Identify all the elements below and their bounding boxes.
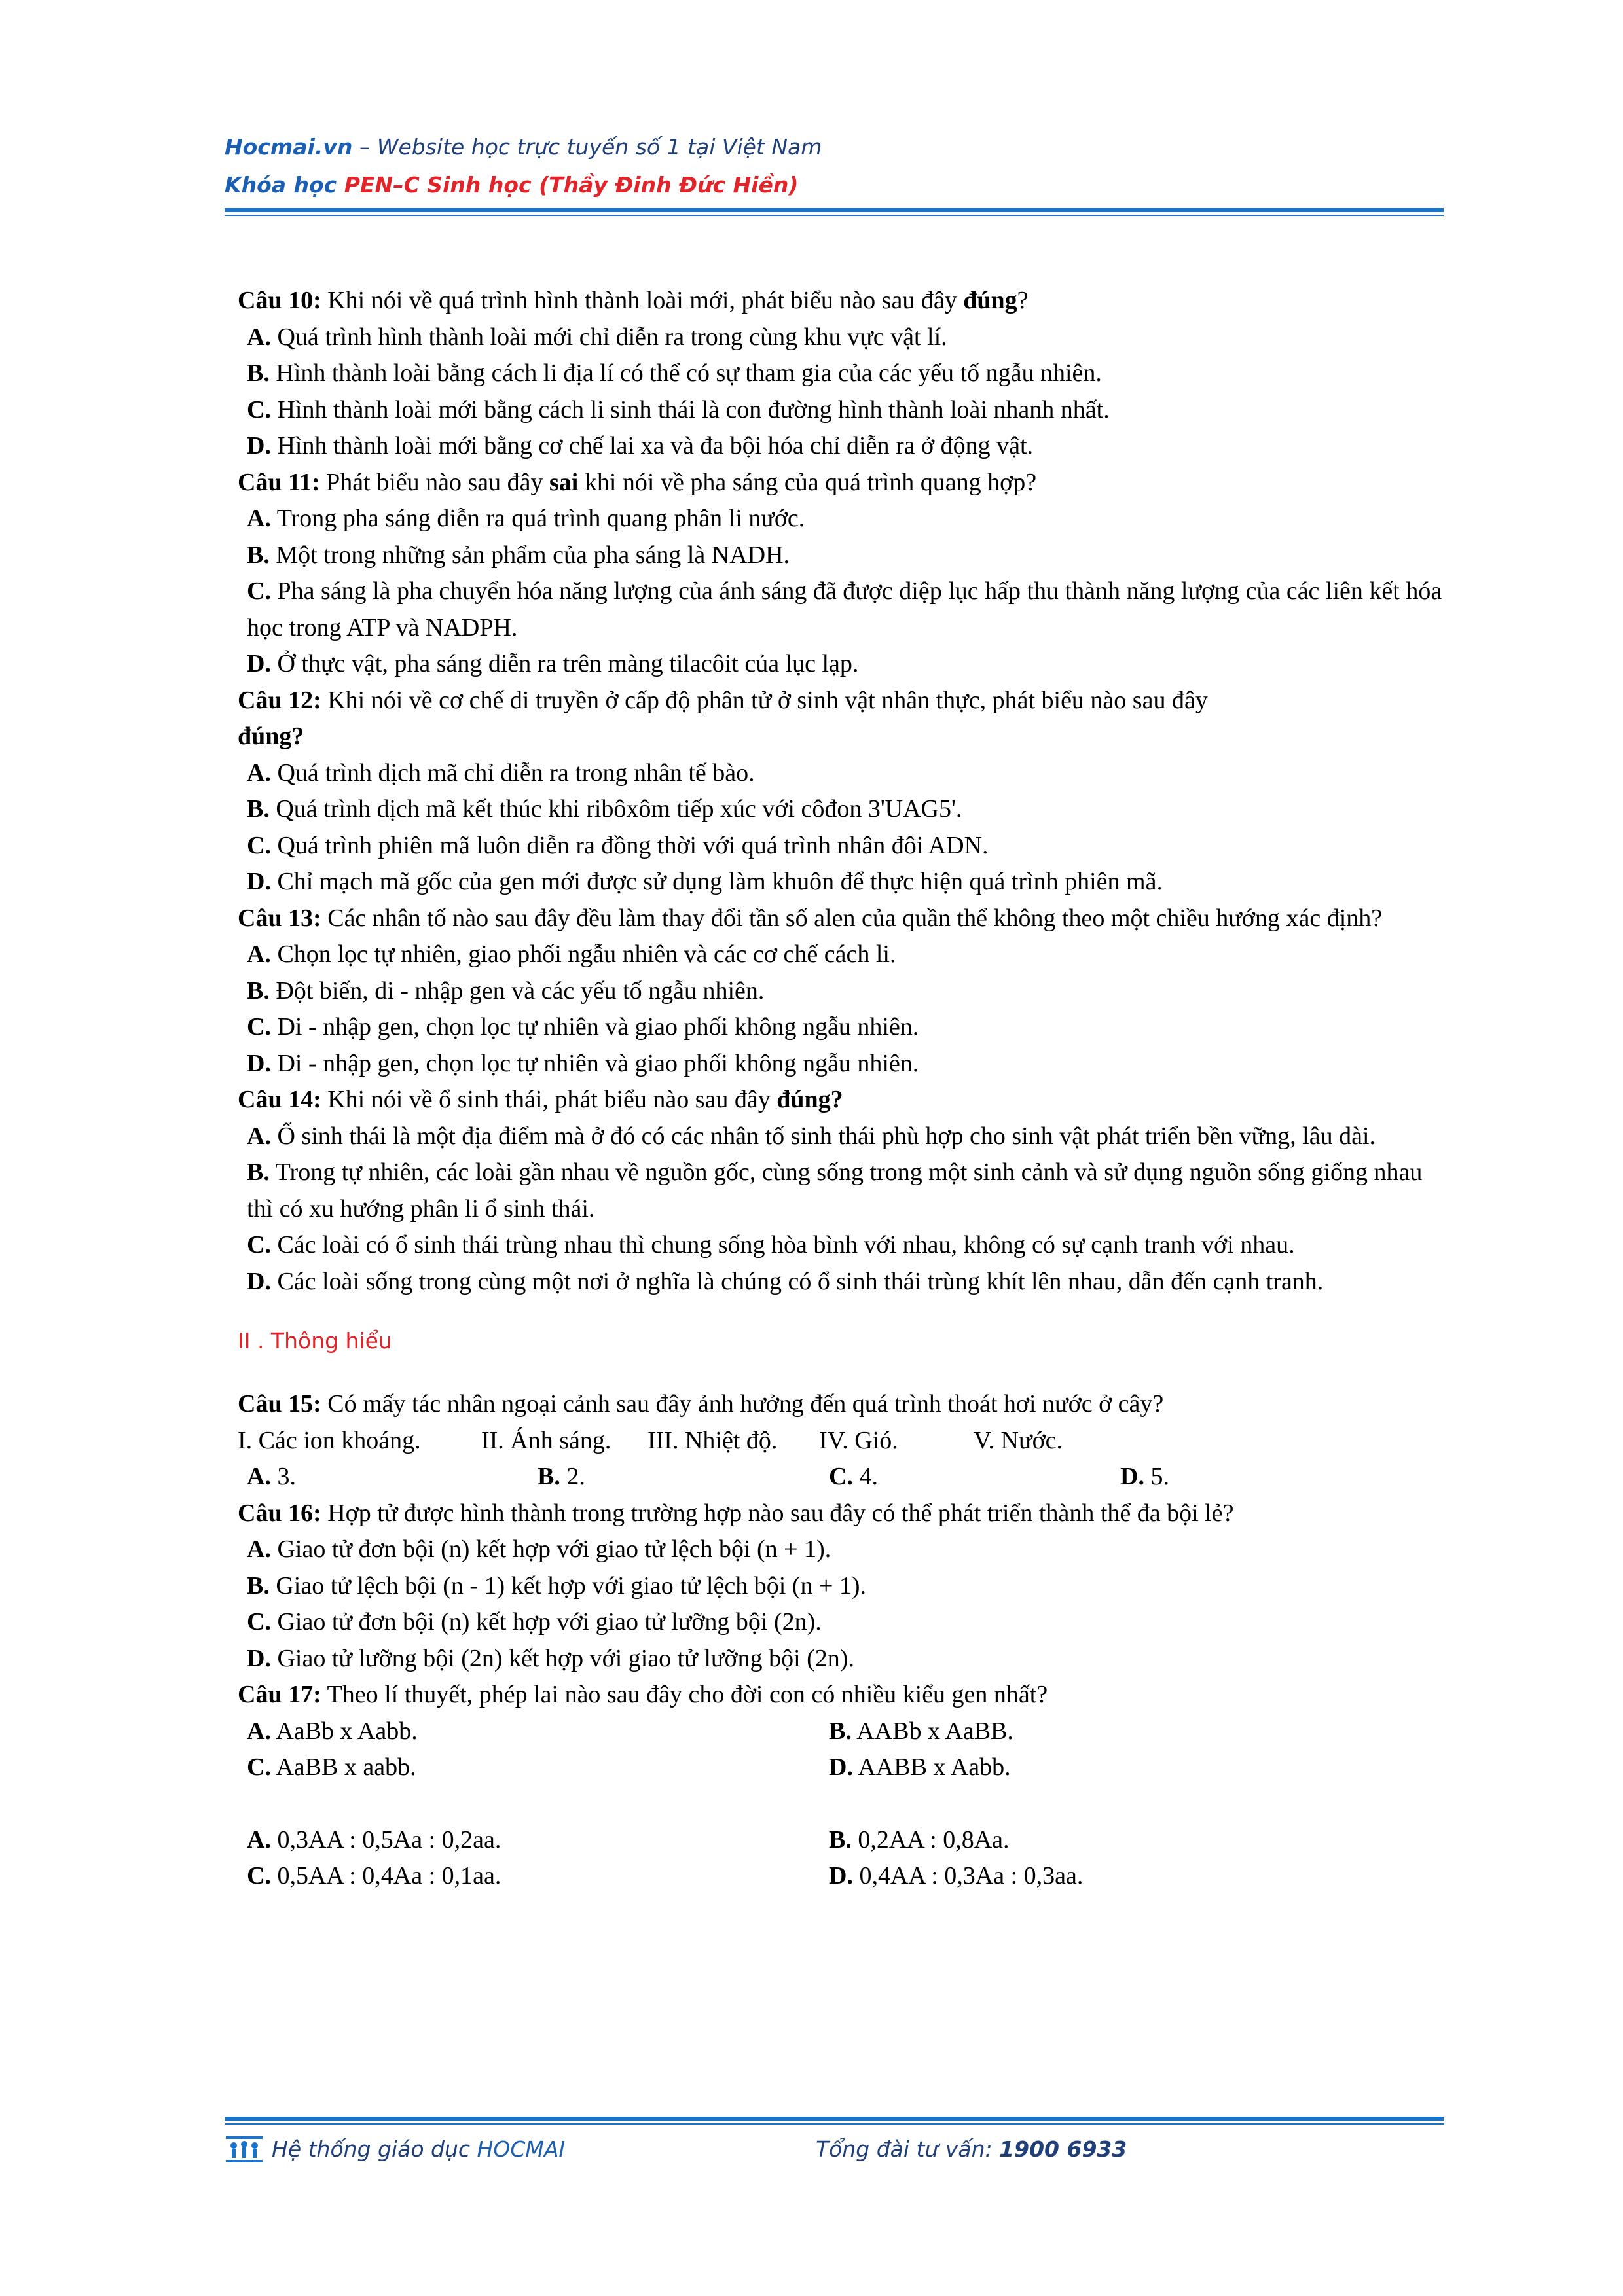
page-header xyxy=(225,128,1442,204)
answer-row xyxy=(238,1459,1442,1496)
option-b: B. Đột biến, di - nhập gen và các yếu tố ngẫu nhiên. xyxy=(247,977,765,1005)
header-site-line xyxy=(225,128,1442,166)
factor-item: I. Các ion khoáng. xyxy=(238,1426,421,1454)
question-label: Câu 17: xyxy=(238,1681,321,1708)
option-b: B. Hình thành loài bằng cách li địa lí có thể có sự tham gia của các yếu tố ngẫu nhiên. xyxy=(247,359,1102,387)
factor-item: II. Ánh sáng. xyxy=(481,1426,611,1454)
option-c: C. AaBB x aabb. xyxy=(247,1753,416,1781)
option-c: C. Giao tử đơn bội (n) kết hợp với giao tử lưỡng bội (2n). xyxy=(247,1608,822,1636)
answer-row xyxy=(238,1822,1442,1859)
factor-list xyxy=(238,1423,1442,1460)
footer-left: Hệ thống giáo dục HOCMAI xyxy=(272,2136,566,2162)
question-13: Câu 13: Các nhân tố nào sau đây đều làm thay đổi tần số alen của quần thể không theo một chiều hướng xác định? xyxy=(238,904,1383,932)
option-d: D. Giao tử lưỡng bội (2n) kết hợp với giao tử lưỡng bội (2n). xyxy=(247,1644,854,1672)
answer-row xyxy=(238,1858,1442,1895)
course-prefix: Khóa học xyxy=(225,172,344,198)
footer-divider xyxy=(225,2117,1444,2121)
question-list xyxy=(238,283,1442,1895)
hotline-number: 1900 6933 xyxy=(999,2136,1127,2162)
option-a: A. Quá trình dịch mã chỉ diễn ra trong nhân tế bào. xyxy=(247,759,755,787)
answer-row xyxy=(238,1713,1442,1750)
option-d: D. Ở thực vật, pha sáng diễn ra trên màng tilacôit của lục lạp. xyxy=(247,650,859,677)
option-a: A. Quá trình hình thành loài mới chỉ diễn ra trong cùng khu vực vật lí. xyxy=(247,323,947,351)
question-17: Câu 17: Theo lí thuyết, phép lai nào sau đây cho đời con có nhiều kiểu gen nhất? xyxy=(238,1681,1048,1708)
factor-item: V. Nước. xyxy=(974,1426,1063,1454)
option-b: B. Trong tự nhiên, các loài gần nhau về nguồn gốc, cùng sống trong một sinh cảnh và sử dụng nguồn sống giống nhau thì có xu hướng phân li ổ sinh thái. xyxy=(247,1158,1423,1223)
question-label: Câu 13: xyxy=(238,904,321,932)
question-label: Câu 12: xyxy=(238,686,321,714)
question-12: Câu 12: Khi nói về cơ chế di truyền ở cấp độ phân tử ở sinh vật nhân thực, phát biểu nào sau đây xyxy=(238,686,1208,714)
course-code: PEN–C xyxy=(344,172,420,198)
question-10: Câu 10: Khi nói về quá trình hình thành loài mới, phát biểu nào sau đây đúng? xyxy=(238,287,1029,314)
option-a: A. Chọn lọc tự nhiên, giao phối ngẫu nhiên và các cơ chế cách li. xyxy=(247,941,896,968)
question-label: Câu 15: xyxy=(238,1390,321,1418)
option-a: A. Giao tử đơn bội (n) kết hợp với giao tử lệch bội (n + 1). xyxy=(247,1535,831,1563)
option-d: D. Các loài sống trong cùng một nơi ở nghĩa là chúng có ổ sinh thái trùng khít lên nhau, dẫn đến cạnh tranh. xyxy=(247,1267,1324,1295)
question-label: Câu 14: xyxy=(238,1086,321,1113)
option-d: D. 0,4AA : 0,3Aa : 0,3aa. xyxy=(829,1862,1084,1890)
section-heading: II . Thông hiểu xyxy=(238,1328,392,1354)
option-d: D. Chỉ mạch mã gốc của gen mới được sử dụng làm khuôn để thực hiện quá trình phiên mã. xyxy=(247,868,1163,895)
option-d: D. 5. xyxy=(1120,1463,1169,1490)
option-c: C. 0,5AA : 0,4Aa : 0,1aa. xyxy=(247,1862,501,1890)
option-a: A. 3. xyxy=(247,1463,296,1490)
course-subject: Sinh học xyxy=(419,172,539,198)
question-16: Câu 16: Hợp tử được hình thành trong trường hợp nào sau đây có thể phát triển thành thể đa bội lẻ? xyxy=(238,1499,1234,1527)
option-d: D. Di - nhập gen, chọn lọc tự nhiên và giao phối không ngẫu nhiên. xyxy=(247,1049,919,1077)
factor-item: III. Nhiệt độ. xyxy=(647,1426,778,1454)
option-c: C. 4. xyxy=(829,1463,878,1490)
option-b: B. 2. xyxy=(538,1463,585,1490)
option-c: C. Pha sáng là pha chuyển hóa năng lượng của ánh sáng đã được diệp lục hấp thu thành năng lượng của các liên kết hóa học trong ATP và NADPH. xyxy=(247,577,1442,641)
question-14: Câu 14: Khi nói về ổ sinh thái, phát biểu nào sau đây đúng? xyxy=(238,1086,843,1113)
option-c: C. Quá trình phiên mã luôn diễn ra đồng thời với quá trình nhân đôi ADN. xyxy=(247,831,989,859)
option-c: C. Các loài có ổ sinh thái trùng nhau thì chung sống hòa bình với nhau, không có sự cạnh tranh với nhau. xyxy=(247,1231,1295,1259)
option-c: C. Hình thành loài mới bằng cách li sinh thái là con đường hình thành loài nhanh nhất. xyxy=(247,395,1110,423)
header-divider-thin xyxy=(225,215,1444,216)
option-a: A. Ổ sinh thái là một địa điểm mà ở đó có các nhân tố sinh thái phù hợp cho sinh vật phát triển bền vững, lâu dài. xyxy=(247,1122,1376,1150)
question-label: Câu 10: xyxy=(238,287,321,314)
header-course-line xyxy=(225,166,1442,204)
page-footer xyxy=(225,2131,1444,2170)
option-b: B. Quá trình dịch mã kết thúc khi ribôxôm tiếp xúc với côđon 3'UAG5'. xyxy=(247,795,962,823)
footer-divider-thin xyxy=(225,2123,1444,2125)
site-name[interactable]: Hocmai.vn xyxy=(225,134,353,160)
question-15: Câu 15: Có mấy tác nhân ngoại cảnh sau đây ảnh hưởng đến quá trình thoát hơi nước ở cây? xyxy=(238,1390,1164,1418)
option-c: C. Di - nhập gen, chọn lọc tự nhiên và giao phối không ngẫu nhiên. xyxy=(247,1013,919,1041)
option-d: D. Hình thành loài mới bằng cơ chế lai xa và đa bội hóa chỉ diễn ra ở động vật. xyxy=(247,432,1034,459)
question-label: Câu 11: xyxy=(238,468,320,496)
option-b: B. AABb x AaBB. xyxy=(829,1717,1013,1745)
option-b: B. 0,2AA : 0,8Aa. xyxy=(829,1825,1010,1854)
question-11: Câu 11: Phát biểu nào sau đây sai khi nói về pha sáng của quá trình quang hợp? xyxy=(238,468,1037,496)
option-b: B. Một trong những sản phẩm của pha sáng là NADH. xyxy=(247,541,790,569)
footer-hotline: Tổng đài tư vấn: 1900 6933 xyxy=(816,2136,1127,2162)
footer-brand: HOCMAI xyxy=(477,2136,566,2162)
option-b: B. Giao tử lệch bội (n - 1) kết hợp với giao tử lệch bội (n + 1). xyxy=(247,1571,867,1600)
answer-row xyxy=(238,1749,1442,1786)
factor-item: IV. Gió. xyxy=(819,1426,898,1454)
spacer xyxy=(238,1786,1442,1822)
site-tagline: – Website học trực tuyến số 1 tại Việt Nam xyxy=(352,134,822,160)
header-divider xyxy=(225,208,1444,212)
option-a: A. AaBb x Aabb. xyxy=(247,1717,418,1745)
option-a: A. Trong pha sáng diễn ra quá trình quang phân li nước. xyxy=(247,505,805,532)
question-label: Câu 16: xyxy=(238,1499,321,1527)
question-12-emph: đúng? xyxy=(238,723,304,750)
option-d: D. AABB x Aabb. xyxy=(829,1753,1011,1781)
hocmai-logo-icon xyxy=(225,2131,264,2166)
option-a: A. 0,3AA : 0,5Aa : 0,2aa. xyxy=(247,1825,501,1854)
course-teacher: (Thầy Đinh Đức Hiền) xyxy=(539,172,799,198)
